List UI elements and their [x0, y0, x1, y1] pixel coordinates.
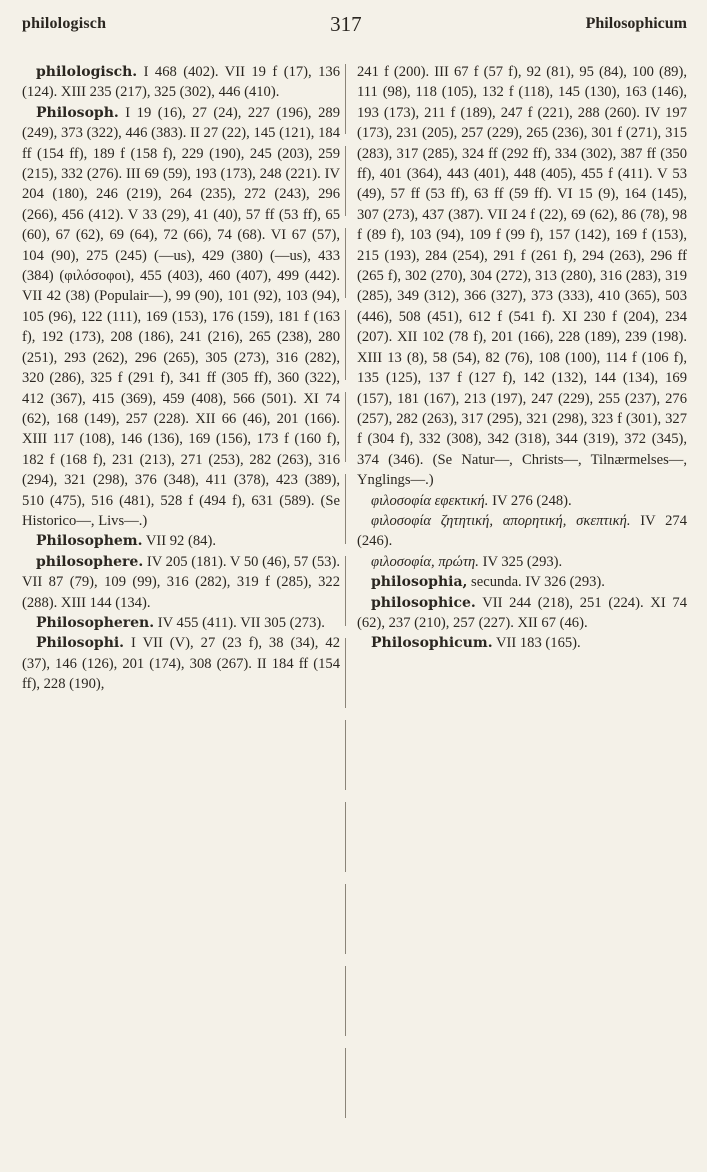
entry-references: VII 244 (218), 251 (224). XI 74 (62), 237 (210), 257 (227). XII 67 (46). [357, 594, 687, 631]
entry-greek-term: φιλοσοφία, πρώτη. [371, 553, 479, 570]
header-left-word: philologisch [22, 15, 107, 32]
right-column [357, 62, 687, 654]
column-divider [345, 64, 346, 1124]
index-entry [357, 511, 687, 552]
running-header [22, 8, 687, 40]
entry-references: IV 205 (181). V 50 (46), 57 (53). VII 87 (79), 109 (99), 316 (282), 319 f (285), 322 (288). XIII 144 (134). [22, 553, 340, 611]
entry-references: secunda. IV 326 (293). [467, 574, 605, 591]
header-right-word: Philosophicum [585, 15, 687, 32]
index-entry [22, 613, 340, 633]
entry-references: IV 325 (293). [478, 553, 563, 570]
index-entry [22, 531, 340, 551]
index-entry [357, 572, 687, 592]
entry-headword: philosophice. [371, 594, 476, 611]
entry-references: IV 455 (411). VII 305 (273). [154, 614, 325, 631]
entry-references: I 468 (402). VII 19 f (17), 136 (124). XIII 235 (217), 325 (302), 446 (410). [22, 64, 340, 101]
entry-references: VII 183 (165). [492, 635, 581, 652]
entry-references: 241 f (200). III 67 f (57 f), 92 (81), 95 (84), 100 (89), 111 (98), 118 (105), 132 f (118), 145 (130), 163 (146), 193 (173), 211 f (189), 247 f (221), 288 (260). IV 197 (173), 231 (205), 257 (229), 265 (236), 301 f (271), 315 (283), 317 (285), 324 ff (292 ff), 334 (302), 387 ff (350 ff), 401 (364), 443 (401), 448 (405), 455 f (411). V 53 (49), 57 ff (53 ff), 63 ff (59 ff). VI 15 (9), 164 (145), 307 (273), 437 (387). VII 24 f (22), 69 (62), 86 (78), 98 f (89 f), 103 (94), 109 f (99 f), 157 (142), 169 f (153), 215 (193), 284 (254), 291 f (261 f), 294 (263), 296 ff (265 f), 302 (270), 304 (272), 313 (280), 316 (283), 319 (285), 349 (312), 366 (327), 373 (333), 410 (365), 503 (446), 508 (451), 612 f (541 f). XI 230 f (204), 234 (207). XII 102 (78 f), 201 (166), 228 (189), 239 (198). XIII 13 (8), 58 (54), 82 (76), 108 (100), 114 f (106 f), 135 (125), 137 f (127 f), 142 (132), 144 (134), 169 (157), 181 (167), 213 (197), 247 (229), 255 (237), 276 (257), 282 (263), 317 (295), 321 (298), 323 f (301), 327 f (304 f), 332 (308), 342 (318), 344 (319), 372 (345), 374 (346). (Se Natur—, Christs—, Tilnærmelses—, Ynglings—.) [357, 64, 687, 489]
index-entry [357, 552, 687, 572]
entry-headword: Philosophicum. [371, 635, 493, 652]
entry-references: IV 276 (248). [488, 492, 572, 509]
index-entry [357, 593, 687, 634]
entry-references: VII 92 (84). [142, 533, 216, 550]
entry-headword: Philosophem. [36, 533, 143, 550]
entry-references: IV 274 (246). [357, 512, 687, 550]
entry-headword: philosophia, [371, 574, 468, 591]
index-entry [357, 62, 687, 491]
left-column [22, 62, 340, 695]
index-entry [357, 491, 687, 511]
index-entry [22, 62, 340, 103]
entry-greek-term: φιλοσοφία εφεκτική. [371, 492, 489, 509]
entry-references: I VII (V), 27 (23 f), 38 (34), 42 (37), 146 (126), 201 (174), 308 (267). II 184 ff (154 ff), 228 (190), [22, 635, 340, 693]
entry-headword: philosophere. [36, 553, 144, 570]
entry-references: I 19 (16), 27 (24), 227 (196), 289 (249), 373 (322), 446 (383). II 27 (22), 145 (121), 184 ff (154 ff), 189 f (158 f), 229 (190), 245 (203), 259 (215), 332 (276). III 69 (59), 193 (173), 248 (221). IV 204 (180), 246 (219), 264 (235), 272 (243), 296 (266), 456 (412). V 33 (29), 41 (40), 57 ff (53 ff), 65 (60), 67 (62), 69 (64), 72 (66), 74 (68). VI 67 (57), 104 (90), 275 (245) (—us), 429 (380) (—us), 433 (384) (φιλόσοφοι), 455 (403), 460 (407), 499 (442). VII 42 (38) (Populair—), 99 (90), 101 (92), 103 (94), 105 (96), 122 (111), 169 (153), 176 (159), 181 f (163 f), 192 (173), 208 (186), 241 (216), 265 (238), 280 (251), 293 (262), 296 (265), 305 (273), 316 (282), 320 (286), 325 f (291 f), 341 ff (305 ff), 360 (322), 412 (367), 415 (369), 459 (408), 566 (501). XI 74 (62), 168 (149), 257 (228). XII 66 (46), 201 (166). XIII 117 (108), 146 (136), 169 (156), 173 f (160 f), 182 f (168 f), 231 (213), 271 (253), 282 (263), 316 (294), 321 (298), 376 (348), 411 (378), 423 (389), 510 (475), 516 (481), 528 f (494 f), 631 (589). (Se Historico—, Livs—.) [22, 104, 340, 529]
entry-headword: Philosophi. [36, 635, 125, 652]
entry-headword: philologisch. [36, 64, 138, 80]
entry-headword: Philosopheren. [36, 614, 155, 631]
page-number: 317 [330, 11, 362, 36]
index-entry [357, 633, 687, 653]
entry-headword: Philosoph. [36, 104, 119, 121]
index-entry [22, 633, 340, 694]
index-entry [22, 103, 340, 532]
index-entry [22, 552, 340, 613]
entry-greek-term: φιλοσοφία ζητητική, απορητική, σκεπτική. [371, 512, 631, 529]
